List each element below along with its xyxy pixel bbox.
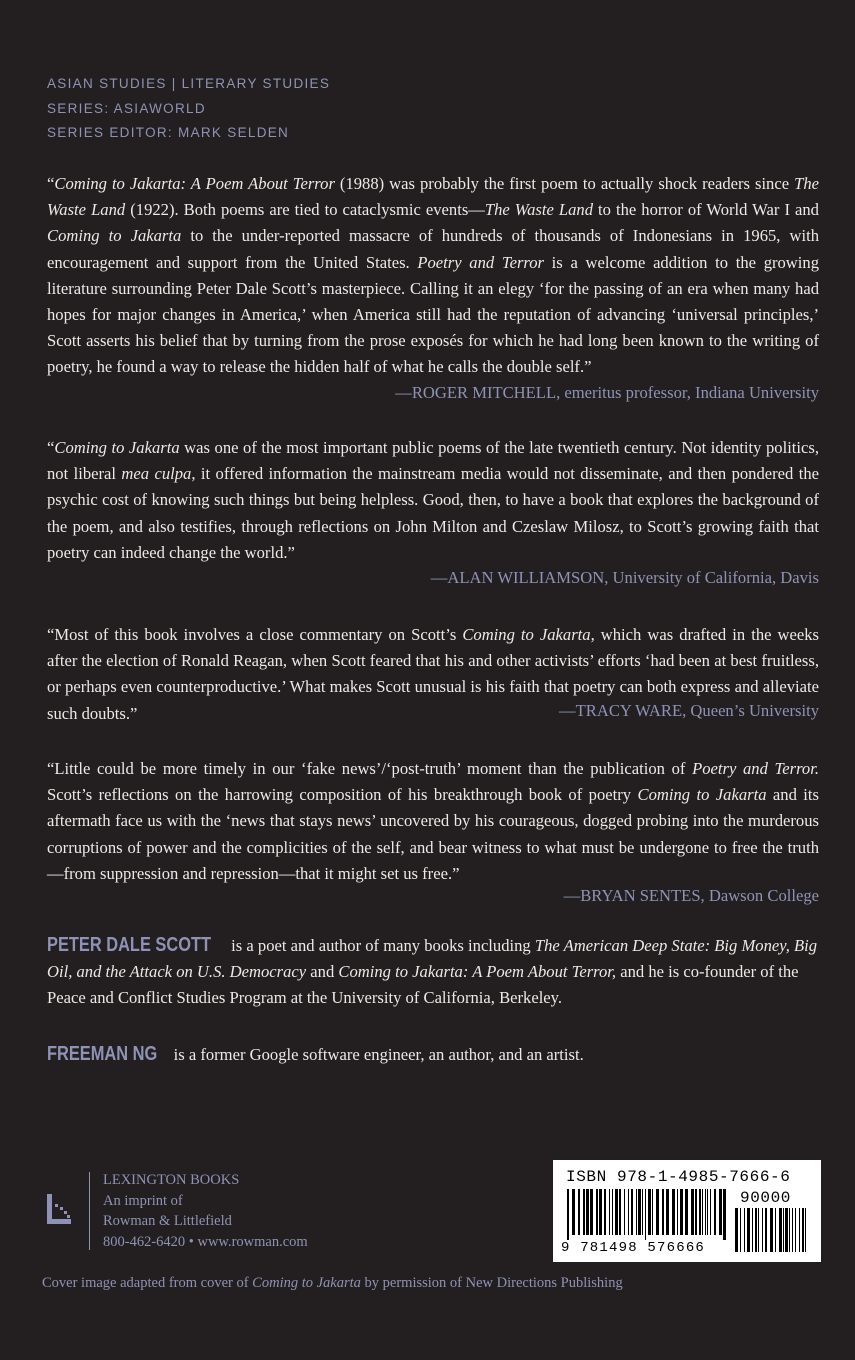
cover-image-credit: Cover image adapted from cover of Coming to Jakarta by permission of New Directions Publishing [42, 1275, 623, 1291]
blurb-attribution-1: —ROGER MITCHELL, emeritus professor, Indiana University [395, 383, 819, 402]
publisher-imprint-line1: An imprint of [103, 1192, 183, 1209]
isbn-number: ISBN 978-1-4985-7666-6 [566, 1168, 791, 1186]
blurb-quote-2: “Coming to Jakarta was one of the most important public poems of the late twentieth century. Not identity politics, not liberal mea culpa, it offered information the mainstream media would not disseminate, and then pondered the psychic cost of knowing such things but being helpless. Good, then, to have a book that explores the background of the poem, and also testifies, through reflections on John Milton and Czeslaw Milosz, to Scott’s growing faith that poetry can indeed change the world.” [47, 438, 819, 562]
blurb-quote-4: “Little could be more timely in our ‘fake news’/‘post-truth’ moment than the publication of Poetry and Terror. Scott’s reflections on the harrowing composition of his breakthrough book of poetry Coming to Jakarta and its aftermath face us with the ‘news that stays news’ uncovered by his courageous, dogged probing into the murderous corruptions of power and the complicities of the self, and bear witness to what must be undergone to free the truth—from suppression and repression—that it might set us free.” [47, 759, 819, 883]
lexington-logo-icon [44, 1192, 74, 1228]
barcode-ean-digits: 9 781498 576666 [561, 1240, 706, 1256]
publisher-text [103, 1170, 308, 1252]
publisher-contact: 800-462-6420 • www.rowman.com [103, 1233, 308, 1250]
blurb-quote-1: “Coming to Jakarta: A Poem About Terror (1988) was probably the first poem to actually shock readers since The Waste Land (1922). Both poems are tied to cataclysmic events—The Waste Land to the horror of World War I and Coming to Jakarta to the under-reported massacre of hundreds of thousands of Indonesians in 1965, with encouragement and support from the United States. Poetry and Terror is a welcome addition to the growing literature surrounding Peter Dale Scott’s masterpiece. Calling it an elegy ‘for the passing of an era when many had hopes for major changes in America,’ when America still had the reputation of advancing ‘universal principles,’ Scott asserts his belief that by turning from the prose exposés for which he had long been known to the writing of poetry, he found a way to release the hidden half of what he calls the double self.” [47, 174, 819, 377]
publisher-imprint-line2: Rowman & Littlefield [103, 1213, 232, 1229]
author-bio-scott [47, 932, 819, 1012]
publisher-divider [89, 1172, 90, 1250]
series-editor: SERIES EDITOR: MARK SELDEN [47, 125, 290, 140]
series-name: SERIES: ASIAWORLD [47, 100, 206, 116]
author-name-scott: PETER DALE SCOTT [47, 934, 212, 956]
blurb-attribution-4: —BRYAN SENTES, Dawson College [563, 886, 819, 905]
barcode-price-code: 90000 [740, 1189, 792, 1207]
subject-categories: ASIAN STUDIES | LITERARY STUDIES [47, 76, 331, 91]
blurb-attribution-2: —ALAN WILLIAMSON, University of California, Davis [430, 568, 819, 587]
author-name-ng: FREEMAN NG [47, 1043, 158, 1065]
isbn-barcode [553, 1160, 821, 1262]
series-header [47, 72, 330, 146]
blurb-attribution-3: —TRACY WARE, Queen’s University [559, 701, 819, 720]
author-bio-ng-text: is a former Google software engineer, an author, and an artist. [169, 1045, 584, 1064]
author-bio-ng [47, 1041, 819, 1068]
publisher-block [44, 1170, 374, 1252]
author-bio-scott-text: is a poet and author of many books including The American Deep State: Big Money, Big Oil, and the Attack on U.S. Democracy and Coming to Jakarta: A Poem About Terror, and he is co-founder of the Peace and Conflict Studies Program at the University of California, Berkeley. [47, 936, 818, 1008]
publisher-name: LEXINGTON BOOKS [103, 1172, 240, 1188]
blurb-quote-3: “Most of this book involves a close commentary on Scott’s Coming to Jakarta, which was drafted in the weeks after the election of Ronald Reagan, when Scott feared that his and other activists’ efforts ‘had been at best fruitless, or perhaps even counterproductive.’ What makes Scott unusual is his faith that poetry can both express and alleviate such doubts.” [47, 625, 819, 723]
